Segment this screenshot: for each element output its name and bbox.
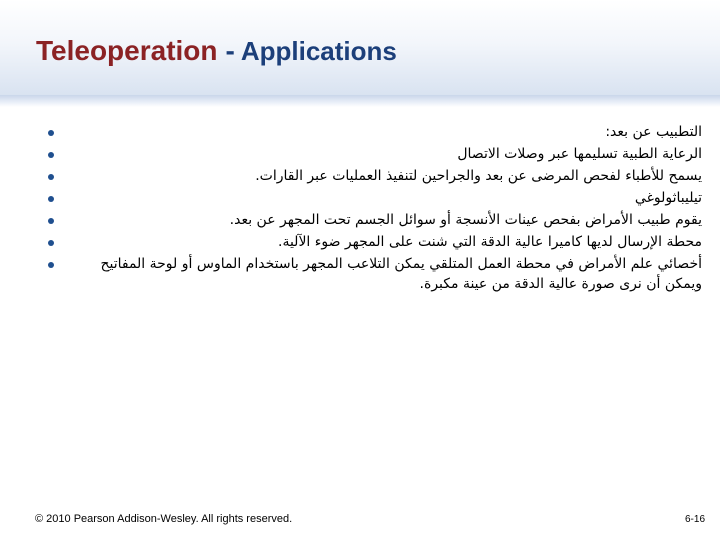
footer-page-number: 6-16 <box>684 514 705 525</box>
slide-title-separator: - <box>225 35 235 66</box>
bullet-text: يسمح للأطباء لفحص المرضى عن بعد والجراحين لتنفيذ العمليات عبر القارات. <box>255 168 702 184</box>
bullet-icon <box>48 130 54 136</box>
bullet-icon <box>48 152 54 158</box>
bullet-icon <box>48 174 54 180</box>
bullet-item <box>48 232 708 253</box>
bullet-item <box>48 144 708 165</box>
bullet-icon <box>48 262 54 268</box>
bullet-icon <box>48 240 54 246</box>
bullet-text: يقوم طبيب الأمراض بفحص عينات الأنسجة أو سوائل الجسم تحت المجهر عن بعد. <box>229 212 702 228</box>
bullet-icon <box>48 218 54 224</box>
footer-copyright: © 2010 Pearson Addison-Wesley. All rights reserved. <box>35 513 293 525</box>
slide-title-main: Teleoperation <box>36 35 218 66</box>
slide-title <box>36 34 397 68</box>
bullet-item <box>48 166 708 187</box>
bullet-item <box>48 122 708 143</box>
bullet-list <box>48 122 708 295</box>
bullet-text: أخصائي علم الأمراض في محطة العمل المتلقي يمكن التلاعب المجهر باستخدام الماوس أو لوحة المفاتيح ويمكن أن نرى صورة عالية الدقة من عينة مكبرة. <box>100 256 702 292</box>
slide-title-sub: Applications <box>240 36 397 66</box>
bullet-item <box>48 210 708 231</box>
bullet-text: تيليباثولوغي <box>634 190 702 206</box>
title-rule <box>0 95 720 107</box>
bullet-item <box>48 188 708 209</box>
bullet-item <box>48 254 708 294</box>
bullet-text: التطبيب عن بعد: <box>605 124 702 140</box>
bullet-text: الرعاية الطبية تسليمها عبر وصلات الاتصال <box>457 146 702 162</box>
bullet-icon <box>48 196 54 202</box>
bullet-text: محطة الإرسال لديها كاميرا عالية الدقة التي شنت على المجهر ضوء الآلية. <box>278 234 702 250</box>
